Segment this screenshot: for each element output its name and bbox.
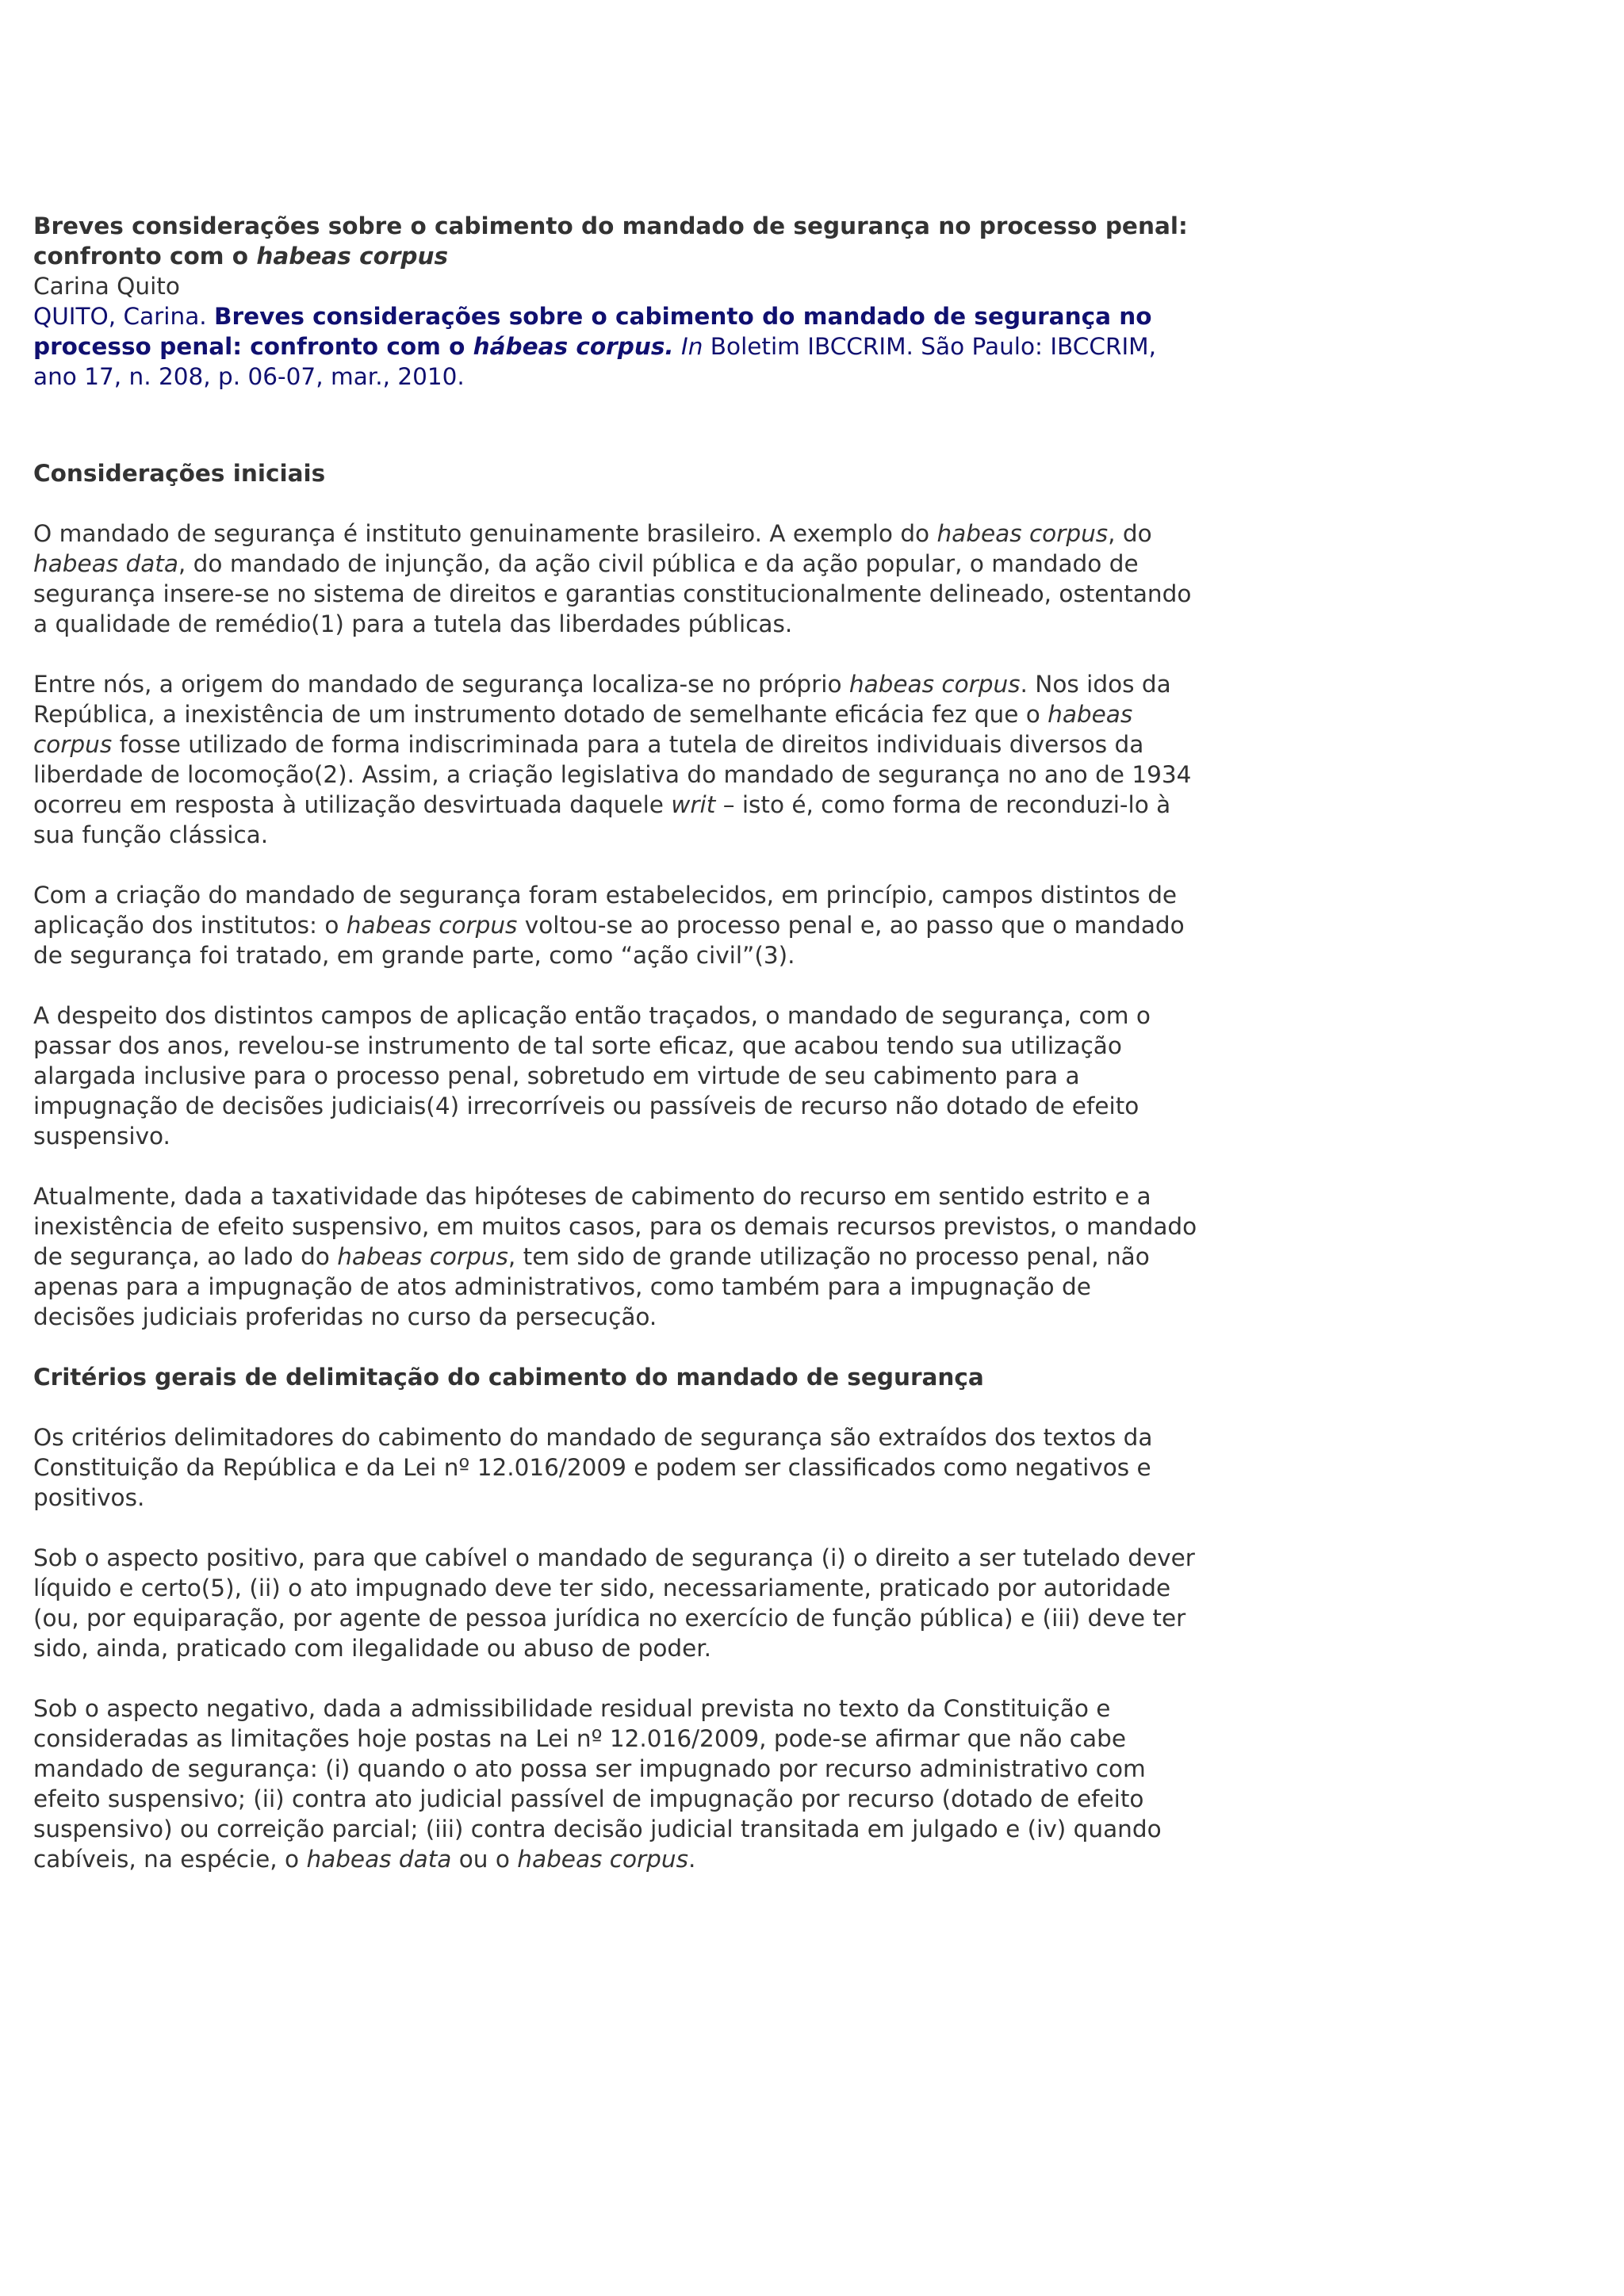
spacer xyxy=(33,392,1199,458)
paragraph: Sob o aspecto negativo, dada a admissibilidade residual prevista no texto da Constituição e consideradas as limitações hoje postas na Lei nº 12.016/2009, pode-se afirmar que não cabe mandado de segurança: (i) quando o ato possa ser impugnado por recurso administrativo com efeito suspensivo; (ii) contra ato judicial passível de impugnação por recurso (dotado de efeito suspensivo) ou correição parcial; (iii) contra decisão judicial transitada em julgado e (iv) quando cabíveis, na espécie, o habeas data ou o habeas corpus. xyxy=(33,1695,1162,1873)
document-body xyxy=(33,211,1199,1874)
paragraph: Os critérios delimitadores do cabimento do mandado de segurança são extraídos dos textos da Constituição da República e da Lei nº 12.016/2009 e podem ser classificados como negativos e positivos. xyxy=(33,1424,1153,1511)
article-title: Breves considerações sobre o cabimento do mandado de segurança no processo penal: confronto com o habeas corpus xyxy=(33,212,1188,270)
article-author: Carina Quito xyxy=(33,273,180,300)
paragraph: Entre nós, a origem do mandado de segurança localiza-se no próprio habeas corpus. Nos idos da República, a inexistência de um instrumento dotado de semelhante eficácia fez que o habeas corpus fosse utilizado de forma indiscriminada para a tutela de direitos individuais diversos da liberdade de locomoção(2). Assim, a criação legislativa do mandado de segurança no ano de 1934 ocorreu em resposta à utilização desvirtuada daquele writ – isto é, como forma de reconduzi-lo à sua função clássica. xyxy=(33,671,1192,848)
paragraph: Sob o aspecto positivo, para que cabível o mandado de segurança (i) o direito a ser tutelado dever líquido e certo(5), (ii) o ato impugnado deve ter sido, necessariamente, praticado por autoridade (ou, por equiparação, por agente de pessoa jurídica no exercício de função pública) e (iii) deve ter sido, ainda, praticado com ilegalidade ou abuso de poder. xyxy=(33,1544,1195,1662)
bibliographic-citation: QUITO, Carina. Breves considerações sobre o cabimento do mandado de segurança no processo penal: confronto com o hábeas corpus. In Boletim IBCCRIM. São Paulo: IBCCRIM, ano 17, n. 208, p. 06-07, mar., 2010. xyxy=(33,303,1156,390)
paragraph: Com a criação do mandado de segurança foram estabelecidos, em princípio, campos distintos de aplicação dos institutos: o habeas corpus voltou-se ao processo penal e, ao passo que o mandado de segurança foi tratado, em grande parte, como “ação civil”(3). xyxy=(33,882,1185,969)
section-heading-criteria: Critérios gerais de delimitação do cabimento do mandado de segurança xyxy=(33,1364,984,1391)
section-heading-initial: Considerações iniciais xyxy=(33,460,326,487)
paragraph: O mandado de segurança é instituto genuinamente brasileiro. A exemplo do habeas corpus, do habeas data, do mandado de injunção, da ação civil pública e da ação popular, o mandado de segurança insere-se no sistema de direitos e garantias constitucionalmente delineado, ostentando a qualidade de remédio(1) para a tutela das liberdades públicas. xyxy=(33,520,1192,637)
paragraph: A despeito dos distintos campos de aplicação então traçados, o mandado de segurança, com o passar dos anos, revelou-se instrumento de tal sorte eficaz, que acabou tendo sua utilização alargada inclusive para o processo penal, sobretudo em virtude de seu cabimento para a impugnação de decisões judiciais(4) irrecorríveis ou passíveis de recurso não dotado de efeito suspensivo. xyxy=(33,1002,1151,1150)
paragraph: Atualmente, dada a taxatividade das hipóteses de cabimento do recurso em sentido estrito e a inexistência de efeito suspensivo, em muitos casos, para os demais recursos previstos, o mandado de segurança, ao lado do habeas corpus, tem sido de grande utilização no processo penal, não apenas para a impugnação de atos administrativos, como também para a impugnação de decisões judiciais proferidas no curso da persecução. xyxy=(33,1183,1197,1330)
